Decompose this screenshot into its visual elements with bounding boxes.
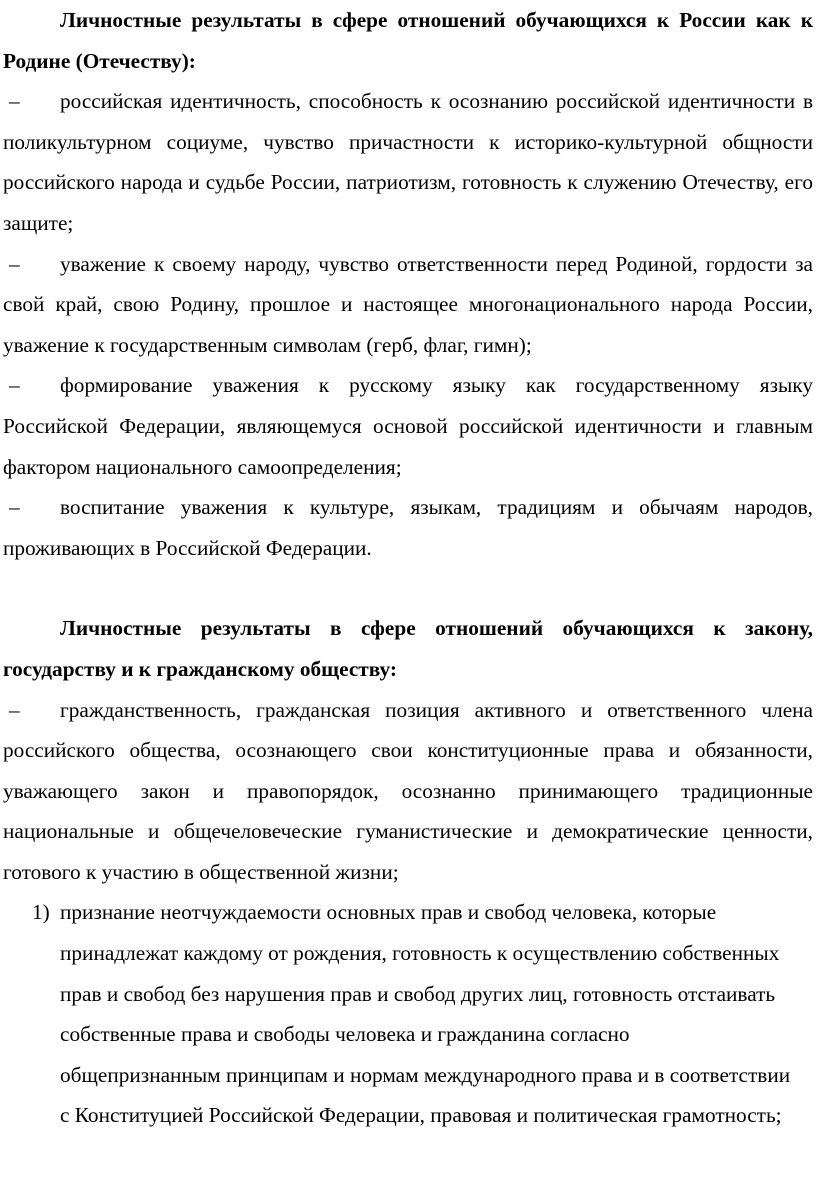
number-marker: 1) [32,900,50,925]
dash-marker: – [9,697,20,722]
list-item-text: формирование уважения к русскому языку как государственному языку Российской Федерации, являющемуся основой российской идентичности и главным фактором национального самоопределения; [3,373,813,479]
section-heading-law: Личностные результаты в сфере отношений обучающихся к закону, государству и к гражданскому обществу: [3,616,813,681]
dash-marker: – [9,495,20,520]
list-item-text: воспитание уважения к культуре, языкам, традициям и обычаям народов, проживающих в Российской Федерации. [3,495,813,560]
list-item [3,365,813,487]
list-item [3,690,813,893]
numbered-list [3,892,813,1136]
section-heading-russia: Личностные результаты в сфере отношений обучающихся к России как к Родине (Отечеству): [3,8,813,73]
numbered-item-text: признание неотчуждаемости основных прав и свобод человека, которые принадлежат каждому от рождения, готовность к осуществлению собственных прав и свобод без нарушения прав и свобод других лиц, готовность отстаивать собственные права и свободы человека и гражданина согласно общепризнанным принципам и нормам международного права и в соответствии с Конституцией Российской Федерации, правовая и политическая грамотность; [60,900,791,1128]
list-item-text: уважение к своему народу, чувство ответственности перед Родиной, гордости за свой край, свою Родину, прошлое и настоящее многонационального народа России, уважение к государственным символам (герб, флаг, гимн); [3,251,813,357]
dash-marker: – [9,89,20,114]
list-item-text: российская идентичность, способность к осознанию российской идентичности в поликультурном социуме, чувство причастности к историко-культурной общности российского народа и судьбе России, патриотизм, готовность к служению Отечеству, его защите; [3,89,813,235]
dash-marker: – [9,251,20,276]
numbered-item [3,892,813,1136]
list-item [3,244,813,366]
list-item [3,81,813,243]
list-item-text: гражданственность, гражданская позиция активного и ответственного члена российского общества, осознающего свои конституционные права и обязанности, уважающего закон и правопорядок, осознанно принимающего традиционные национальные и общечеловеческие гуманистические и демократические ценности, готового к участию в общественной жизни; [3,697,813,884]
dash-marker: – [9,373,20,398]
list-item [3,487,813,568]
